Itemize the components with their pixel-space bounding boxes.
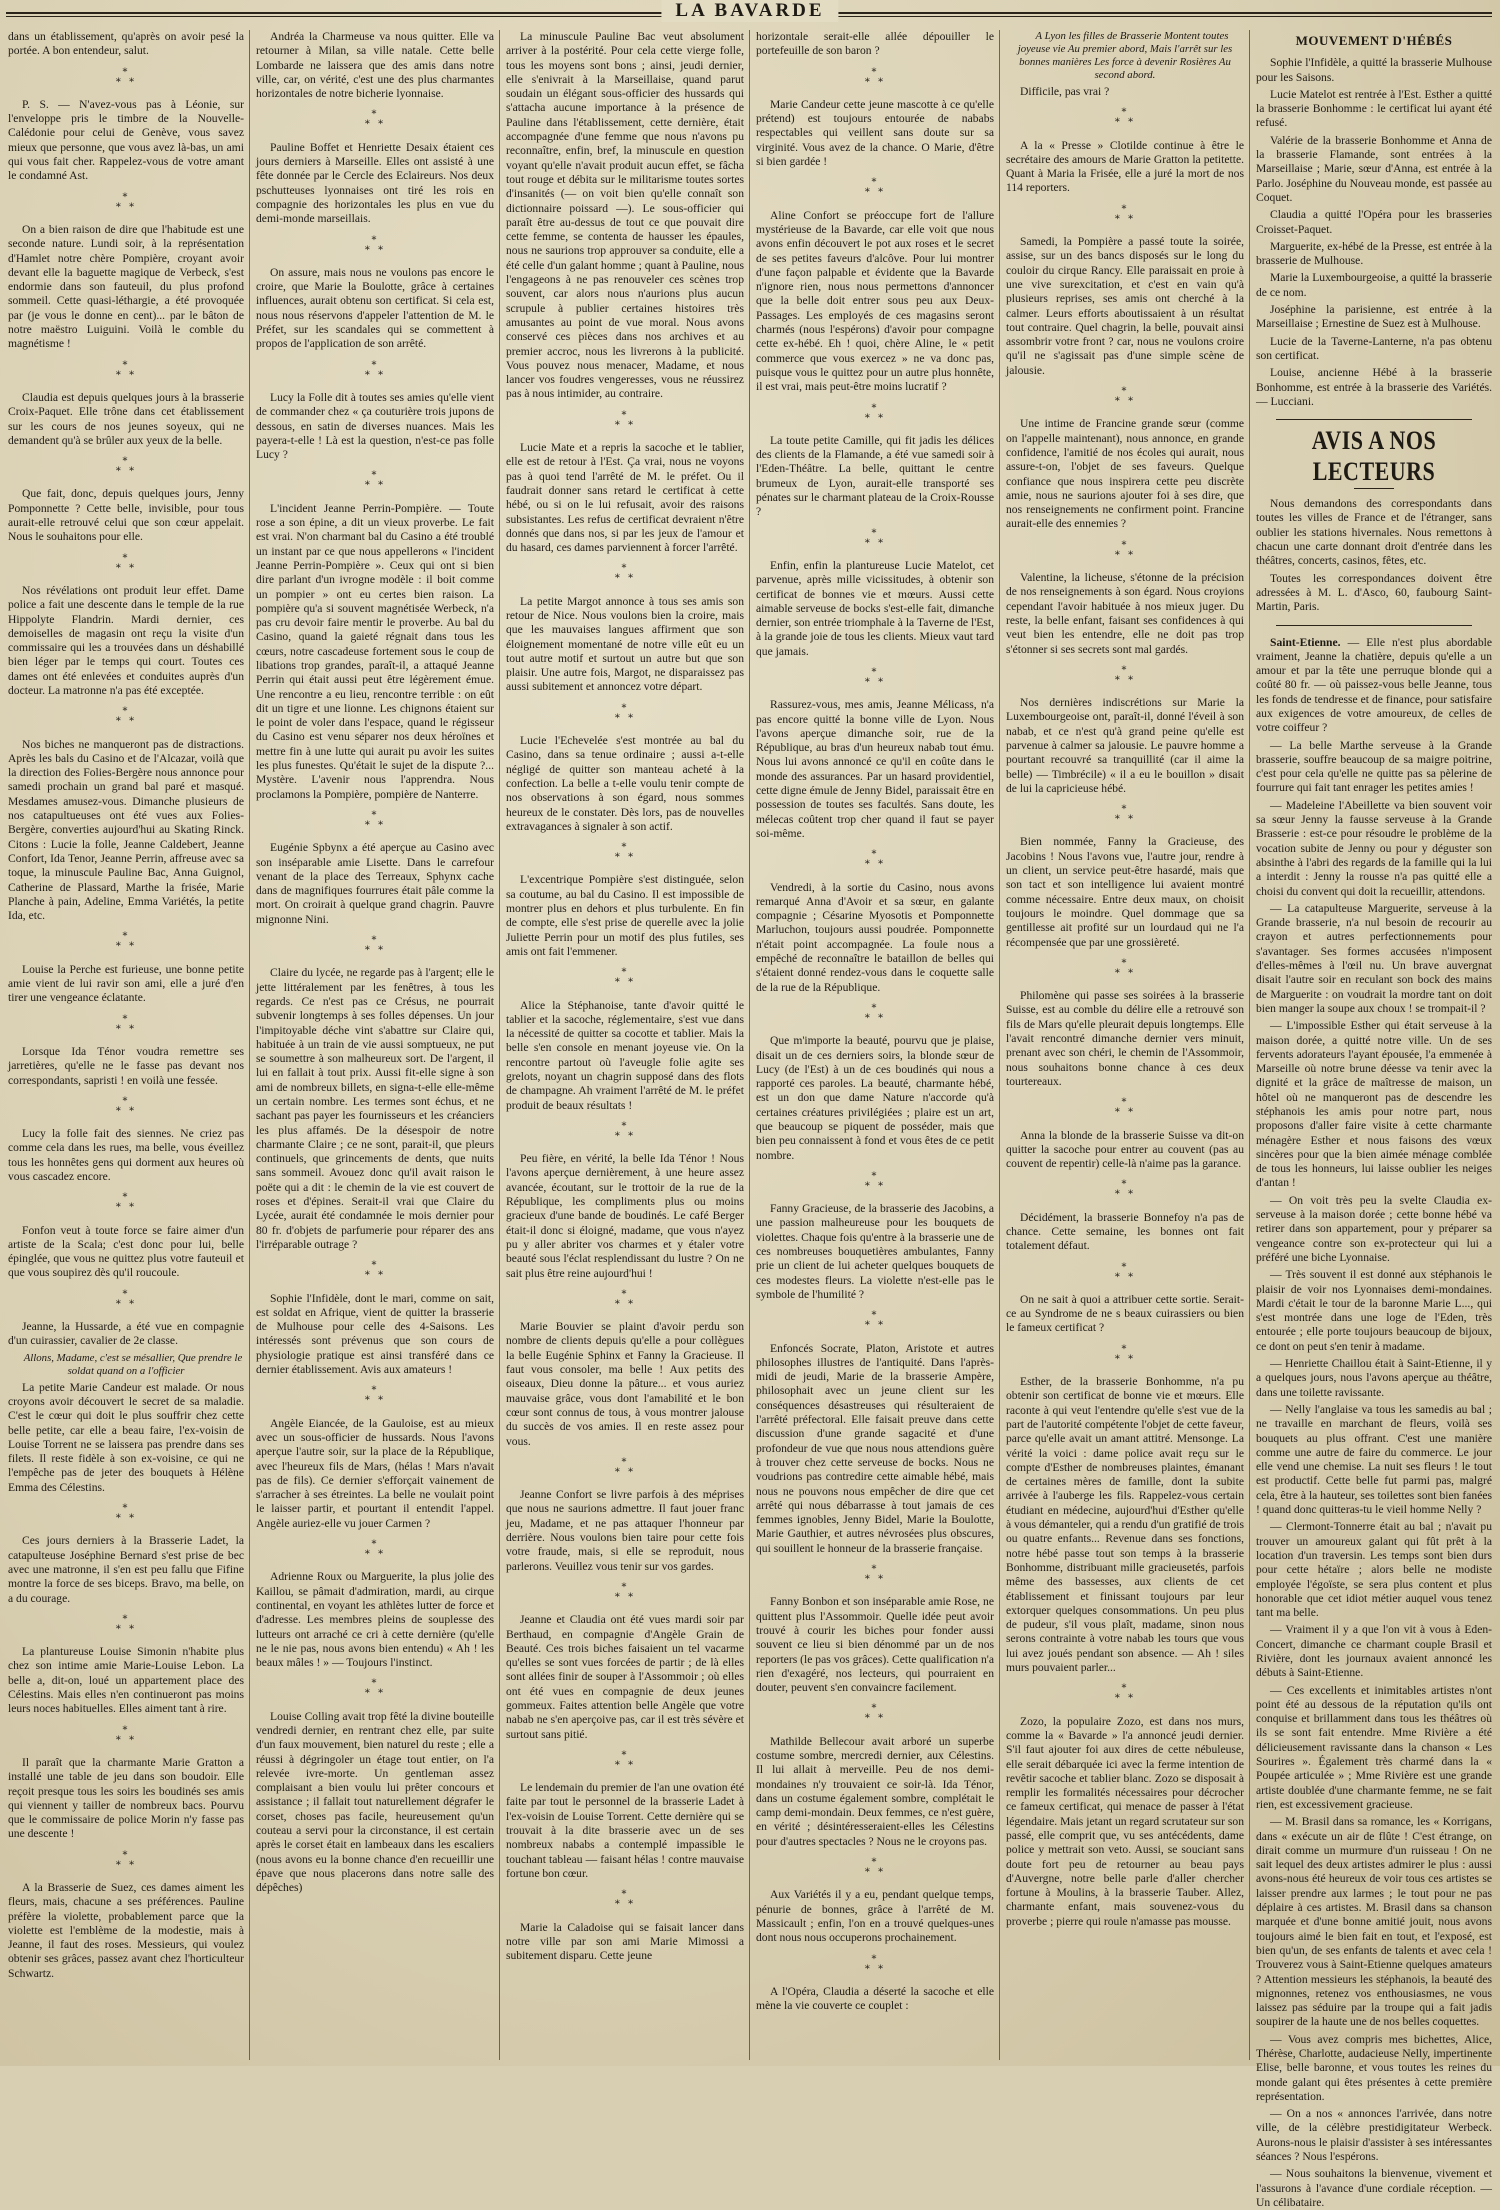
article-text: — Madeleine l'Abeillette va bien souvent voir sa sœur Jenny la fausse serveuse à la Grande Brasserie : est-ce pour résoudre le problème de la vocation subite de Jenny ou pour y déguster son absinthe à l'abri des regards de la famille qui la lui a interdit : Jenny la rousse n'a pas quitté elle a choisi du convent qui doit la recueillir, attendons. — [1256, 798, 1492, 898]
separator-asterisks: ∗ ∗ ∗ — [863, 400, 887, 422]
article-text: Lucie Matelot est rentrée à l'Est. Esther a quitté la brasserie Bonhomme : le certificat lui ayant été refusé. — [1256, 87, 1492, 130]
separator-asterisks: ∗ ∗ ∗ — [1113, 955, 1137, 977]
article-text: — Vraiment il y a que l'on vit à vous à Eden-Concert, dimanche ce charmant couple Brasil et Rivière, dont les journaux avaient annoncé les débuts à Saint-Etienne. — [1256, 1623, 1492, 1680]
article-text: Esther, de la brasserie Bonhomme, n'a pu obtenir son certificat de bonne vie et mœurs. Elle raconte à qui veut l'entendre qu'elle s'est vue de la part de l'autorité compétente l'objet de cette faveur, parce qu'elle avait un amant attitré. Mensonge. La vérité la voici : dame police avait reçu sur le compte d'Esther de nombreuses plaintes, émanant de certaines mères de famille, dont la subite arrivée à l'auberge les fils. Rappelez-vous certain étudiant en médecine, aujourd'hui d'Esther qu'elle à vous démanteler, qui a rendu d'un gratifié de trois ou quatre enfants... Revenue dans ses fonctions, notre hébé passe tout son temps à la brasserie Bonhomme, distribuant mille gracieusetés, parfois même des bassesses, aux clients de cet établissement et finissant toujours par leur extorquer quelques consommations. Un peu plus de pudeur, s'il vous plaît, madame, sinon nous serons contrainte à votre nabab les tours que vous lui avez joués pendant son absence. — Ah ! siles murs pouvaient parler... — [1006, 1375, 1244, 1675]
separator-asterisks: ∗ ∗ ∗ — [114, 1190, 138, 1212]
separator-asterisks: ∗ ∗ ∗ — [613, 965, 637, 987]
column-divider — [499, 30, 500, 2060]
article-text: Lucie de la Taverne-Lanterne, n'a pas obtenu son certificat. — [1256, 334, 1492, 362]
separator-asterisks: ∗ ∗ ∗ — [613, 1747, 637, 1769]
article-text: Jeanne et Claudia ont été vues mardi soir par Berthaud, en compagnie d'Angèle Grain de Beauté. Ces trois biches faisaient un tel vacarme qu'elles se sont vues forcées de partir ; de là elles sont allées finir de souper à l'Assommoir ; où elles ont été vues en compagnie de deux jeunes gommeux. Faites attention belle Angèle que votre nabab ne s'en aperçoive pas, car il est très sévère et surtout sans pitié. — [506, 1613, 744, 1741]
article-text: Le lendemain du premier de l'an une ovation été faite par tout le personnel de la brasserie Ladet à l'ex-voisin de Louise Torrent. Cette dernière qui se trouvait à la dite brasserie avec un de ses nombreux nababs a contemplé impassible le touchant tableau — faisant hélas ! contre mauvaise fortune bon cœur. — [506, 1781, 744, 1880]
column-6 — [1256, 30, 1492, 2209]
separator-asterisks: ∗ ∗ ∗ — [1113, 537, 1137, 559]
article-text: Louise la Perche est furieuse, une bonne petite amie vient de lui ravir son ami, elle a juré d'en tirer une vengeance éclatante. — [8, 962, 244, 1005]
separator-asterisks: ∗ ∗ ∗ — [114, 1286, 138, 1308]
separator-asterisks: ∗ ∗ ∗ — [1113, 662, 1137, 684]
column-divider — [999, 30, 1000, 2060]
separator-asterisks: ∗ ∗ ∗ — [863, 64, 887, 86]
article-text: Lucy la folle fait des siennes. Ne criez pas comme cela dans les rues, ma belle, vous éveillez tous les honnêtes gens qui dorment aux heures où vous cascadez encore. — [8, 1127, 244, 1183]
separator-asterisks: ∗ ∗ ∗ — [1113, 105, 1137, 127]
article-text: La toute petite Camille, qui fit jadis les délices des clients de la Flamande, a été vue samedi soir à l'Eden-Théâtre. La belle, quittant le centre brumeux de Lyon, aurait-elle transporté ses pénates sur le charmant plateau de la Croix-Rousse ? — [756, 433, 994, 519]
article-text: Nos dernières indiscrétions sur Marie la Luxembourgeoise ont, paraît-il, donné l'éveil à son nabab, et ce n'est qu'à grand peine qu'elle est parvenue à calmer sa jalousie. Le pauvre homme a pourtant recouvré sa tranquillité (car il aime la belle) — Timbrécile) « il a eu le bouillon » disait de lui la capricieuse hébé. — [1006, 696, 1244, 795]
section-rule — [1276, 419, 1472, 420]
article-text: La plantureuse Louise Simonin n'habite plus chez son intime amie Marie-Louise Lebon. La belle a, dit-on, loué un appartement place des Célestins. Mais elles n'en continueront pas moins leurs noces habituelles. Elles aiment tant à rire. — [8, 1645, 244, 1716]
separator-asterisks: ∗ ∗ ∗ — [1113, 384, 1137, 406]
separator-asterisks: ∗ ∗ ∗ — [114, 1501, 138, 1523]
separator-asterisks: ∗ ∗ ∗ — [863, 175, 887, 197]
column-divider — [249, 30, 250, 2060]
article-text: — Henriette Chaillou était à Saint-Etienne, il y a quelques jours, nous l'avons aperçue au théâtre, dans une toilette ravissante. — [1256, 1357, 1492, 1399]
separator-asterisks: ∗ ∗ ∗ — [114, 454, 138, 476]
article-text: Valentine, la licheuse, s'étonne de la précision de nos renseignements à son égard. Nous croyions cependant l'avoir habituée à nos mieux juger. Du reste, la belle enfant, faisant ses confidences à qui veut bien les entendre, elle ne doit pas trop s'étonner si ses secrets sont mal gardés. — [1006, 571, 1244, 656]
article-text: — M. Brasil dans sa romance, les « Korrigans, dans « exécute un air de flûte ! C'est étrange, on dirait comme un murmure d'un ruisseau ! On ne sait lequel des deux artistes admirer le plus : aussi avons-nous été heureux de voir tous ces artistes se laisser prendre aux larmes ; le tout pour ne pas déplaire à ces artistes. M. Brasil dans sa chanson marquée et d'une bonne amitié jouit, nous avons toujours aimé le bien fait en tout, et l'exposé, est bien qu'un, de ses enfants de talents et avec cela ! Trouverez vous à Saint-Etienne quelques amateurs ? Attention messieurs les stéphanois, la beauté des mignonnes, retenez vos enthousiasmes, ne vous laissez pas séduire par la troupe qui a fait jadis soupirer de la haute une de nos belles coquettes. — [1256, 1815, 1492, 2029]
article-text: Louise Colling avait trop fêté la divine bouteille vendredi dernier, en rentrant chez elle, par suite d'un faux mouvement, bien naturel du reste ; elle a réussi à dégringoler un étage tout entier, on l'a relevée ivre-morte. Un gentleman assez complaisant a bien voulu lui prêter concours et assistance ; il fallait tout naturellement dégrafer le corset, choses pas facile, heureusement qu'un couteau a servi pour la circonstance, il est certain après le corset était en lambeaux dans les escaliers (nous avons eu la bonne chance d'en recueillir une épave que nous placerons dans notre salle des dépêches) — [256, 1709, 494, 1895]
article-text: — Ces excellents et inimitables artistes n'ont point été au dessous de la réputation qu'ils ont conquise et brillamment dans tous les théâtres où ils se sont fait entendre. Mme Rivière a été délicieusement ravissante dans la chanson « Les Sourires ». Également très charmé dans la « Poupée articulée » ; Mme Rivière est une grande artiste doublée d'une charmante femme, ne se fait rien, est excessivement gracieuse. — [1256, 1683, 1492, 1811]
article-text: A la Brasserie de Suez, ces dames aiment les fleurs, mais, chacune a ses préférences. Pauline préfère la violette, probablement parce que la violette est l'emblème de la modestie, mais à Jeanne, il faut des roses. Messieurs, qui voulez obtenir ses grâces, passez avant chez l'horticulteur Schwartz. — [8, 1880, 244, 1980]
article-text: Marie Candeur cette jeune mascotte à ce qu'elle prétend) est toujours entourée de nababs respectables qui veillent sans doute sur sa virginité. Vous avez de la chance. O Marie, d'être si bien gardée ! — [756, 97, 994, 169]
article-text: Jeanne Confort se livre parfois à des méprises que nous ne saurions admettre. Il faut jouer franc jeu, Madame, et ne pas attaquer l'honneur par derrière. Nous voulons bien taire pour cette fois votre fraude, mais, si elle se reproduit, nous parlerons. Veuillez vous tenir sur vos gardes. — [506, 1488, 744, 1573]
article-text: Difficile, pas vrai ? — [1020, 85, 1110, 98]
article-text: Que m'importe la beauté, pourvu que je plaise, disait un de ces derniers soirs, la blonde sœur de Lucy (de l'Est) à un de ces boudinés qui nous a rapporté ces paroles. La beauté, charmante hébé, est un don que dame Nature n'accorde qu'à certaines créatures privilégiées ; plaire est un art, que beaucoup se piquent de posséder, mais que bien peu connaissent à fond et vous êtes de ce petit nombre. — [756, 1034, 994, 1162]
article-text: L'incident Jeanne Perrin-Pompière. — Toute rose a son épine, a dit un vieux proverbe. Le fait est vrai. N'on charmant bal du Casino a été troublé un instant par ce que nous appellerons « l'incident Jeanne Perrin-Pompière ». Ceux qui ont si bien dire parlant d'un ivrogne modèle : il boit comme un pompier » ont eu certes bien raison. La pompière qu'a si souvent magnétisée Werbeck, n'a pas cru devoir faire mentir le proverbe. Au bal du Casino, quand la gaieté régnait dans tous les cœurs, notre cascadeuse fortement sous le coup de libations trop grandes, paraît-il, a attaqué Jeanne Perrin qui était aussi peut être légèrement émue. Une rencontre a eu lieu, rencontre terrible : on eût dit un tigre et une lionne. Les chignons étaient sur le point de voler dans l'espace, quand le régisseur du Casino est venu séparer nos deux héroïnes et mettre fin à une lutte qui aurait pu avoir les suites les plus funestes. Qu'était le sujet de la dispute ?... Mystère. L'avenir nous l'apprendra. Nous proclamons la Pompière, pompière de Nanterre. — [256, 501, 494, 801]
separator-asterisks: ∗ ∗ ∗ — [363, 807, 387, 829]
article-text: Enfin, enfin la plantureuse Lucie Matelot, cet parvenue, après mille vicissitudes, à obtenir son certificat de bonnes vie et mœurs. Aussi cette aimable serveuse de bocks s'est-elle fait, dimanche dernier, son entrée triomphale à la Taverne de l'Est, à la grande joie de tous les clients. Mieux vaut tard que jamais. — [756, 558, 994, 658]
article-text: Nos biches ne manqueront pas de distractions. Après les bals du Casino et de l'Alcazar, voilà que la direction des Folies-Bergère nous annonce pour samedi prochain un grand bal paré et masqué. Mesdames amusez-vous. Dimanche plusieurs de nos catapultueuses ont été vues aux Folies-Bergère, converties aujourd'hui au Skating Rinck. Citons : Lucie la folle, Jeanne Caldebert, Jeanne Confort, Ida Tenor, Jeanne Perrin, affreuse avec sa toque, la minuscule Pauline Bac, Anna Guignol, Catherine de Plassard, Marthe la frisée, Marie Planche à pain, Adeline, Emma Variétés, la petite Ida, etc. — [8, 737, 244, 923]
separator-asterisks: ∗ ∗ ∗ — [863, 847, 887, 869]
separator-asterisks: ∗ ∗ ∗ — [613, 407, 637, 429]
article-text: Nous demandons des correspondants dans toutes les villes de France et de l'étranger, sans oublier les stations hivernales. Nous remettons à chacun une carte donnant droit d'entrée dans les théâtres, concerts, casinos, fêtes, etc. — [1256, 497, 1492, 568]
article-text: Lucie l'Echevelée s'est montrée au bal du Casino, dans sa tenue ordinaire ; aussi a-t-elle négligé de quitter son manteau acheté à la confection. La belle a t-elle voulu tenir compte de nos observations à son égard, nous sommes heureux de le constater. Dès lors, pas de nouvelles extravagances à signaler à son actif. — [506, 734, 744, 833]
article-text: Alice la Stéphanoise, tante d'avoir quitté le tablier et la sacoche, réglementaire, s'est vue dans la nécessité de quitter sa cocotte et tablier. Mais la belle s'en console en menant joyeuse vie. On la rencontre partout où l'aveugle folie agite ses grelots, noyant un chagrin supposé dans des flots de champagne. Ah vraiment l'arrêté de M. le préfet produit de beaux résultats ! — [506, 998, 744, 1112]
newspaper-title: LA BAVARDE — [661, 0, 838, 22]
separator-asterisks: ∗ ∗ ∗ — [1113, 1259, 1137, 1281]
separator-asterisks: ∗ ∗ ∗ — [863, 1855, 887, 1877]
article-text: Rassurez-vous, mes amis, Jeanne Mélicass, n'a pas encore quitté la bonne ville de Lyon. Nous l'avons aperçue dimanche soir, rue de la République, au bras d'un heureux nabab tout ému. Nous lui avons annoncé ce qu'il en coûte dans le monde des assurances. Par un hasard providentiel, cette digne émule de Jenny Bidel, paraissait être en possession de toutes ses facultés. Sans doute, les mélecas coûtent trop cher quand il faut se payer soi-même. — [756, 698, 994, 840]
article-text: A la « Presse » Clotilde continue à être le secrétaire des amours de Marie Gratton la petitette. Quant à Maria la Frisée, elle a juré la mort de nos 114 reporters. — [1006, 138, 1244, 195]
article-text: Fanny Bonbon et son inséparable amie Rose, ne quittent plus l'Assommoir. Quelle idée peut avoir trouvé à courir les biches pour fonder aussi souvent ce lieu si bien dénommé par un de nos reporters (le pas vos grâces). Cette qualification n'a rien d'exagéré, nos lecteurs, qui pourraient en douter, peuvent s'en convaincre facilement. — [756, 1595, 994, 1695]
article-text: Aline Confort se préoccupe fort de l'allure mystérieuse de la Bavarde, car elle voit que nous avons enfin découvert le pot aux roses et le secret de ses petites faveurs d'alcôve. Pour lui montrer d'une façon palpable et évidente que la Bavarde n'ignore rien, nous nous permettons d'annoncer que la belle doit entrer sous peu aux Deux-Passages. Les employés de ces magasins seront charmés (nous l'espérons) d'avoir pour compagne cette ex-hébé. Eh ! quoi, chère Aline, le « petit commerce que vous exercez » ne va donc pas, puisque vous le quittez pour un autre plus honnête, il est vrai, mais peut-être moins lucratif ? — [756, 208, 994, 394]
article-text: Sophie l'Infidèle, a quitté la brasserie Mulhouse pour les Saisons. — [1256, 56, 1492, 84]
article-text: Marie la Luxembourgeoise, a quitté la brasserie de ce nom. — [1256, 271, 1492, 299]
article-text: Marie Bouvier se plaint d'avoir perdu son nombre de clients depuis qu'elle a pour collègues la belle Eugénie Sphinx et Fanny la Gracieuse. Il faut vous consoler, ma belle ! Aux petits des oiseaux, Dieu donne la pâture... et vous auriez mauvaise grâce, vous dont l'amabilité et le bon cœur sont connus de tous, à vous montrer jalouse du succès de vos amies. Il en reste assez pour vous. — [506, 1320, 744, 1448]
article-text: On a bien raison de dire que l'habitude est une seconde nature. Lundi soir, à la représentation d'Hamlet notre chère Pompière, croyant avoir devant elle la baguette magique de Verbeck, s'est endormie dans son fauteuil, du plus profond sommeil. Cette quasi-léthargie, a été provoquée par (je vous le donne en cent)... par le bâton de notre maëstro Luiguini. Voilà le comble du magnétisme ! — [8, 222, 244, 351]
article-text: On assure, mais nous ne voulons pas encore le croire, que Marie la Boulotte, grâce à certaines influences, aurait obtenu son certificat. Si cela est, nous nous réservons d'appeler l'attention de M. le Préfet, sur les scandales qui se commettent à propos de l'application de son arrêté. — [256, 265, 494, 351]
separator-asterisks: ∗ ∗ ∗ — [613, 1286, 637, 1308]
separator-asterisks: ∗ ∗ ∗ — [114, 704, 138, 726]
separator-asterisks: ∗ ∗ ∗ — [363, 933, 387, 955]
section-rule — [1276, 625, 1472, 626]
article-text: horizontale serait-elle allée dépouiller le portefeuille de son baron ? — [756, 30, 994, 58]
article-text: La petite Marie Candeur est malade. Or nous croyons avoir découvert le secret de sa maladie. C'est le cœur qui doit le plus souffrir chez cette belle petite, car elle a beau faire, l'ex-voisin de Louise Torrent ne se laissera pas prendre dans ses filets. Il reste fidèle à son ex-voisine, ce qui ne l'empêche pas de jeter des bouquets à Hélène Emma des Célestins. — [8, 1380, 244, 1494]
article-text: La minuscule Pauline Bac veut absolument arriver à la postérité. Pour cela cette vierge folle, tous les moyens sont bons ; ainsi, jeudi dernier, elle s'enivrait à la Marseillaise, quand parut soudain un élégant sous-officier des hussards qui s'attacha aucune importance à la présence de Pauline dans l'établissement, cette dernière, était accompagnée d'une femme que nous n'avons pu reconnaître, enfin, bref, la minuscule en question voyant qu'elle n'avait produit aucun effet, se fâcha tout rouge et débita sur le militarisme toutes sortes d'insanités (— on voit bien qu'elle connaît son dictionnaire poissard —). Le sous-officier qui paraît être au-dessus de tout ce que pouvait dire cette femme, se contenta de hausser les épaules, nous ne saurions trop approuver sa conduite, elle a été celle d'un galant homme ; quant à Pauline, nous l'engageons à ne pas renouveler ces scènes trop souvent, car alors nous n'aurions plus aucun scrupule à publier certaines histoires très amusantes au point de vue moral. Nous avons conservé ces pièces dans nos archives et au premier accroc, nous les livrerons à la publicité. Vous pouvez nous menacer, Madame, et nous lancer vos foudres vengeresses, vous ne réussirez pas à nous intimider, au contraire. — [506, 30, 744, 401]
column-1 — [8, 30, 244, 2060]
article-text: Marguerite, ex-hébé de la Presse, est entrée à la brasserie de Mulhouse. — [1256, 239, 1492, 268]
masthead — [0, 0, 1500, 26]
separator-asterisks: ∗ ∗ ∗ — [114, 64, 138, 86]
avis-heading: AVIS A NOS LECTEURS — [1311, 424, 1437, 487]
article-text: Peu fière, en vérité, la belle Ida Ténor ! Nous l'avons aperçue dernièrement, à une heure assez avancée, écoutant, sur le trottoir de la rue de la République, les compliments plus ou moins gracieux d'une bande de boudinés. Le café Berger était-il donc si éloigné, madame, que vous n'ayez pu y aller abriter vos charmes et y étaler votre beauté sous l'éclat resplendissant du lustre ? On ne sait plus être reine aujourd'hui ! — [506, 1152, 744, 1280]
article-text: Claudia est depuis quelques jours à la brasserie Croix-Paquet. Elle trône dans cet établissement sur les cours de nos jeunes soyeux, qui ne demandent qu'à se brûler aux yeux de la belle. — [8, 390, 244, 447]
article-text: Ces jours derniers à la Brasserie Ladet, la catapulteuse Joséphine Bernard s'est prise de bec avec une matronne, il s'en est peu fallu que Fifine montre la force de ses biceps. Bravo, ma belle, on a du courage. — [8, 1534, 244, 1605]
article-text: P. S. — N'avez-vous pas à Léonie, sur l'enveloppe pris le timbre de la Nouvelle-Calédonie pour celui de Genève, vous savez mieux que personne, que vous avez là-bas, un ami qui vous fait cher. Rappelez-vous de votre amant le condamné Ast. — [8, 97, 244, 183]
article-text: — Très souvent il est donné aux stéphanois le plaisir de voir nos Lyonnaises demi-mondaines. Mardi c'était le tour de la baronne Marie L..., qui s'est montrée dans une loge de l'Eden, très entourée ; elle porte toujours beaucoup de bijoux, ce dont on peut s'en tenir à madame. — [1256, 1268, 1492, 1353]
article-text: Philomène qui passe ses soirées à la brasserie Suisse, est au comble du délire elle a retrouvé son fils de Mars qu'elle pleurait depuis longtemps. Elle l'avait rencontré dimanche dernier vers minuit, prenant avec son chéri, le chemin de l'Assommoir, nous souhaitons bonne chance à ces deux tourtereaux. — [1006, 989, 1244, 1088]
article-text: Que fait, donc, depuis quelques jours, Jenny Pomponnette ? Cette belle, invisible, pour tous aurait-elle retrouvé celui que son cœur appelait. Nous le souhaitons pour elle. — [8, 487, 244, 544]
article-text: Anna la blonde de la brasserie Suisse va dit-on quitter la sacoche pour entrer au couvent (pas au couvent de repentir) celle-là n'aime pas la garance. — [1006, 1128, 1244, 1171]
separator-asterisks: ∗ ∗ ∗ — [363, 1537, 387, 1559]
separator-asterisks: ∗ ∗ ∗ — [613, 700, 637, 722]
avis-text — [1256, 497, 1492, 614]
separator-asterisks: ∗ ∗ ∗ — [114, 550, 138, 572]
city-name: Saint-Etienne. — [1270, 635, 1341, 649]
article-text: Aux Variétés il y a eu, pendant quelque temps, pénurie de bonnes, grâce à l'arrêté de M. Massicault ; enfin, l'on en a trouvé quelques-unes dont nous nous occuperons prochainement. — [756, 1888, 994, 1945]
separator-asterisks: ∗ ∗ ∗ — [363, 1383, 387, 1405]
saint-etienne-list — [1256, 739, 1492, 2210]
article-text: Angèle Eiancée, de la Gauloise, est au mieux avec un sous-officier de hussards. Nous l'avons aperçue l'autre soir, sur la place de la République, avec l'heureux fils de Mars, (hélas ! Mars n'avait pas de fils). Ce dernier s'efforçait vainement de s'arracher à ses étreintes. La belle ne voulait point le laisser partir, et pourtant il entendit l'appel. Angèle auriez-elle vu jouer Carmen ? — [256, 1416, 494, 1530]
article-text: Adrienne Roux ou Marguerite, la plus jolie des Kaillou, se pâmait d'admiration, mardi, au cirque continental, en voyant les athlètes lutter de force et d'adresse. Les membres pleins de souplesse des lutteurs ont arraché ce cri à cette dernière (qu'elle ne le nie pas, nous avons bien entendu) « Ah ! les beaux mâles ! » — Toujours l'instinct. — [256, 1570, 494, 1670]
separator-asterisks: ∗ ∗ ∗ — [1113, 1341, 1137, 1363]
avis-rule — [1354, 488, 1394, 489]
article-text: Fonfon veut à toute force se faire aimer d'un artiste de la Scala; c'est donc pour lui, belle épinglée, que vous ne quittez plus votre fauteuil et que vous soupirez dès qu'il roucoule. — [8, 1223, 244, 1280]
separator-asterisks: ∗ ∗ ∗ — [1113, 1177, 1137, 1199]
separator-asterisks: ∗ ∗ ∗ — [1113, 1681, 1137, 1703]
separator-asterisks: ∗ ∗ ∗ — [363, 1258, 387, 1280]
article-text: — Nous souhaitons la bienvenue, vivement et l'assurons à l'avance d'une cordiale réception. — Un célibataire. — [1256, 2167, 1492, 2209]
article-text: Eugénie Spbynx a été aperçue au Casino avec son inséparable amie Lisette. Dans le carrefour venant de la place des Terreaux, Sphynx cache dans de magnifiques fourrures était pâle comme la mort. On croirait à quelque grand chagrin. Pauvre mignonne Nini. — [256, 841, 494, 926]
article-text: Valérie de la brasserie Bonhomme et Anna de la brasserie Flamande, sont entrées à la Marseillaise ; Marie, sœur d'Anna, est entrée à la Parlo. Joséphine du Nouveau monde, est passée au Coquet. — [1256, 133, 1492, 204]
separator-asterisks: ∗ ∗ ∗ — [114, 1611, 138, 1633]
article-text: — Elle n'est plus abordable vraiment, Jeanne la chatière, depuis qu'elle a un amour et par la tête une perruque blonde qui a coûté 80 fr. — où paissez-vous belle Jeanne, tous les fonds de tendresse et de finance, pour satisfaire aux exigences de votre amoureux, de celles de votre coiffeur ? — [1256, 635, 1492, 735]
article-text: L'excentrique Pompière s'est distinguée, selon sa coutume, au bal du Casino. Il est impossible de montrer plus en dehors et plus turbulente. En fin de compte, elle s'est prise de querelle avec la jolie Juliette Perrin pour un motif des plus futiles, ses amis ont fait l'emmener. — [506, 873, 744, 958]
article-text: Andréa la Charmeuse va nous quitter. Elle va retourner à Milan, sa ville natale. Cette belle Lombarde ne laissera que des amis dans notre ville, car, on vérité, c'est une des plus charmantes horizontales de notre bicherie lyonnaise. — [256, 30, 494, 101]
article-text: Lucy la Folle dit à toutes ses amies qu'elle vient de commander chez « ça couturière trois jupons de dessous, en satin de diverses nuances. Mais les payera-t-elle ! Là est la question, n'est-ce pas folle Lucy ? — [256, 390, 494, 462]
separator-asterisks: ∗ ∗ ∗ — [863, 1951, 887, 1973]
separator-asterisks: ∗ ∗ ∗ — [863, 1168, 887, 1190]
article-text: Samedi, la Pompière a passé toute la soirée, assise, sur un des bancs disposés sur le long du couloir du cirque Rancy. Elle paraissait en proie à une vive surexcitation, et c'est en vain qu'à plusieurs reprises, ses amis ont cherché à la calmer. Leurs efforts aboutissaient à un résultat tout contraire. Quel chagrin, la belle, pouvait ainsi assombrir votre front ? car, nous ne voulons croire qu'il ne s'agissait pas d'une simple scène de jalousie. — [1006, 235, 1244, 377]
separator-asterisks: ∗ ∗ ∗ — [114, 1847, 138, 1869]
separator-asterisks: ∗ ∗ ∗ — [114, 1722, 138, 1744]
separator-asterisks: ∗ ∗ ∗ — [613, 1118, 637, 1140]
column-4 — [756, 30, 994, 2060]
separator-asterisks: ∗ ∗ ∗ — [114, 189, 138, 211]
separator-asterisks: ∗ ∗ ∗ — [863, 1000, 887, 1022]
article-text: Enfoncés Socrate, Platon, Aristote et autres philosophes illustres de l'antiquité. Dans l'après-midi de jeudi, Marie de la brasserie Ampère, philosophait avec un jeune client sur les conséquences désastreuses qui résulteraient de l'arrêté préfectoral. Elle faisait preuve dans cette discussion d'une grande sagacité et d'une profondeur de vue que nous nous attendions guère à trouver chez cette serveuse de bocks. Nous ne voudrions pas contredire cette aimable hébé, mais nous ne pouvons nous empêcher de dire que cet arrêté qui nous débarrasse à tout jamais de ces femmes ignobles, Jenny Bidel, Marie la Boulotte, Marie Gauthier, et autres névrosées plus obscures, qui souillent le honneur de la brasserie française. — [756, 1341, 994, 1555]
verse-text: Allons, Madame, c'est se mésallier, Que prendre le soldat quand on a l'officier — [23, 1351, 243, 1377]
separator-asterisks: ∗ ∗ ∗ — [613, 1887, 637, 1909]
separator-asterisks: ∗ ∗ ∗ — [863, 664, 887, 686]
article-text: Sophie l'Infidèle, dont le mari, comme on sait, est soldat en Afrique, vient de quitter la brasserie de Mulhouse pour celle des 4-Saisons. Les intéressés sont prévenus que son cours de physiologie pratique est ainsi transféré dans ce dernier établissement. Avis aux amateurs ! — [256, 1291, 494, 1377]
separator-asterisks: ∗ ∗ ∗ — [114, 1011, 138, 1033]
article-text: — Clermont-Tonnerre était au bal ; n'avait pu trouver un amoureux galant qui fût prêt à la location d'un traversin. Les temps sont bien durs pour cette hétaïre ; alors belle ne modiste employée l'égoïste, se sera plus content et plus honorable que cet idiot métier auquel vous tenez tant ma belle. — [1256, 1520, 1492, 1620]
article-text: Mathilde Bellecour avait arboré un superbe costume sombre, mercredi dernier, aux Célestins. Il lui allait à merveille. Peu de nos demi-mondaines n'y trouvaient ce soir-là. Ida Ténor, dans un costume également sombre, complétait le camp demi-mondain. Deux femmes, ce n'est guère, en vérité ; désintéresseraient-elles les Célestins pour d'autres spectacles ? Nous ne le croyons pas. — [756, 1734, 994, 1848]
column-3 — [506, 30, 744, 2060]
separator-asterisks: ∗ ∗ ∗ — [613, 1579, 637, 1601]
article-text: Nos révélations ont produit leur effet. Dame police a fait une descente dans le temple de la rue Hippolyte Flandrin. Mardi dernier, ces demoiselles de magasin ont reçu la visite d'un commissaire qui les a trouvées dans un déshabillé bien léger par le temps qui court. Toutes ces dames ont été enlevées et conduites auprès d'un docteur. La matronne n'a pas été exceptée. — [8, 583, 244, 697]
article-text: Jeanne, la Hussarde, a été vue en compagnie d'un cuirassier, cavalier de 2e classe. — [8, 1320, 244, 1348]
article-text: La petite Margot annonce à tous ses amis son retour de Nice. Nous voulons bien la croire, mais que les mauvaises langues affirment que son éloignement momentané de notre ville eût eu un tout autre motif et surtout un autre but que son plaisir. Une autre fois, Margot, ne disparaissez pas aussi subitement et annoncez votre départ. — [506, 594, 744, 694]
article-text: — L'impossible Esther qui était serveuse à la maison dorée, a quitté notre ville. Un de ses fervents adorateurs l'ayant épousée, l'a emmenée à Marseille où notre brune déesse va tenir avec la dignité et la grâce de maîtresse de maison, un hôtel où ne manqueront pas de descendre les stéphanois les amis pour notre part, nous proposons d'aller faire visite à cette charmante ménagère Esther et nous faisons des vœux sincères pour que la bien aimée ménage comblée de tous les honneurs, lui laisse oublier les neiges d'antan ! — [1256, 1019, 1492, 1190]
article-text: Toutes les correspondances doivent être adressées à M. L. d'Asco, 60, faubourg Saint-Martin, Paris. — [1256, 571, 1492, 614]
article-text: Joséphine la parisienne, est entrée à la Marseillaise ; Ernestine de Suez est à Mulhouse. — [1256, 303, 1492, 331]
article-text: Lorsque Ida Ténor voudra remettre ses jarretières, qu'elle ne le fasse pas devant nos correspondants, sapristi ! en voilà une fessée. — [8, 1044, 244, 1087]
article-text: Marie la Caladoise qui se faisait lancer dans notre ville par son ami Marie Mimossi a subitement disparu. Cette jeune — [506, 1920, 744, 1963]
separator-asterisks: ∗ ∗ ∗ — [1113, 201, 1137, 223]
article-text: Pauline Boffet et Henriette Desaix étaient ces jours derniers à Marseille. Elles ont assisté à une fête donnée par le Cercle des Eclaireurs. Nos deux pschutteuses lyonnaises ont tiré les rois en compagnie des horizontales les plus en vue du demi-monde marseillais. — [256, 140, 494, 226]
article-text: Zozo, la populaire Zozo, est dans nos murs, comme la « Bavarde » l'a annoncé jeudi dernier. S'il faut ajouter foi aux dires de cette nébuleuse, elle serait débarquée ici avec la ferme intention de revêtir sacoche et tablier blanc. Zozo se disposait à remplir les formalités nécessaires pour décrocher ce fameux certificat, qui menace de passer à l'état légendaire. Mais jetant un regard scrutateur sur son passé, elle comprit que, vu ses antécédents, dame police y mettrait son veto. Aussi, se souciant sans doute fort peu de retourner au beau pays d'Auvergne, notre belle parle d'aller chercher fortune à Moulins, à la brasserie Tauber. Allez, charmante enfant, mais souvenez-vous du proverbe ; pierre qui roule n'amasse pas mousse. — [1006, 1714, 1244, 1928]
separator-asterisks: ∗ ∗ ∗ — [114, 1093, 138, 1115]
article-text: — On voit très peu la svelte Claudia ex-serveuse à la maison dorée ; cette bonne hébé va retirer dans son appartement, pour y préparer sa vengeance contre son ex-protecteur qui lui a préféré une biche Lyonnaise. — [1256, 1193, 1492, 1264]
separator-asterisks: ∗ ∗ ∗ — [863, 1701, 887, 1723]
article-text: Une intime de Francine grande sœur (comme on l'appelle maintenant), nous annonce, en grande confidence, l'amitié de nos écoles qui aurait, nous assure-t-on, l'objet de ses faveurs. Quelque confiance que nous inspirera cette peu discrète amie, nous ne saurions ajouter foi à ses dire, que nos renseignements ne confirment point. Francine aurait-elle des ennemies ? — [1006, 417, 1244, 531]
separator-asterisks: ∗ ∗ ∗ — [1113, 802, 1137, 824]
article-text: — La catapulteuse Marguerite, serveuse à la Grande brasserie, n'a nul besoin de recourir au crayon et autres perfectionnements pour s'avantager. Ses formes accusées n'imposent d'elles-mêmes à l'œil nu. Un brave auvergnat disait l'autre soir en reculant son bock des mains de Marguerite : on voudrait la mordre tant on doit bien manger la soupe aux choux ! se trompait-il ? — [1256, 901, 1492, 1015]
separator-asterisks: ∗ ∗ ∗ — [363, 468, 387, 490]
column-divider — [749, 30, 750, 2060]
separator-asterisks: ∗ ∗ ∗ — [863, 525, 887, 547]
article-text: Bien nommée, Fanny la Gracieuse, des Jacobins ! Nous l'avons vue, l'autre jour, rendre à un client, un service peut-être hasardé, mais que son tact et son intelligence lui avaient montré comme nécessaire. Entre deux maux, on choisit toujours le moindre. Quel dommage que sa gentillesse ait profité sur un lourdaud qui ne l'a récompensée que par une grossièreté. — [1006, 835, 1244, 949]
separator-asterisks: ∗ ∗ ∗ — [363, 232, 387, 254]
column-5 — [1006, 30, 1244, 2060]
separator-asterisks: ∗ ∗ ∗ — [863, 1308, 887, 1330]
article-text: Vendredi, à la sortie du Casino, nous avons remarqué Anna d'Avoir et sa sœur, en galante compagnie ; Césarine Myosotis et Pomponnette Marluchon, toujours aussi poudrée. Pomponnette n'était point accompagnée. La foule nous a empêché de reconnaître le bataillon de belles qui s'étaient donné rendez-vous dans le coquette salle de la rue de la République. — [756, 880, 994, 994]
separator-asterisks: ∗ ∗ ∗ — [1113, 1095, 1137, 1117]
separator-asterisks: ∗ ∗ ∗ — [363, 1676, 387, 1698]
separator-asterisks: ∗ ∗ ∗ — [114, 357, 138, 379]
column-2 — [256, 30, 494, 2060]
article-text: — Vous avez compris mes bichettes, Alice, Thérèse, Charlotte, audacieuse Nelly, impertinente Elise, belle baronne, et vous toutes les reines du monde galant qui êtes présentes à cette première représentation. — [1256, 2032, 1492, 2103]
separator-asterisks: ∗ ∗ ∗ — [613, 561, 637, 583]
article-text: Louise, ancienne Hébé à la brasserie Bonhomme, est entrée à la brasserie des Variétés. — Lucciani. — [1256, 366, 1492, 408]
article-text: Claudia a quitté l'Opéra pour les brasseries Croisset-Paquet. — [1256, 208, 1492, 236]
article-text: On ne sait à quoi a attribuer cette sortie. Serait-ce au Syndrome de ne s beaux cuirassiers ou bien le fameux certificat ? — [1006, 1292, 1244, 1335]
separator-asterisks: ∗ ∗ ∗ — [363, 357, 387, 379]
article-text: Lucie Mate et a repris la sacoche et le tablier, elle est de retour à l'Est. Ça vrai, nous ne voyons pas à quoi tend l'arrêté de M. le préfet. Ou il faudrait donner sans retard le certificat à cette hébé, ou si on le lui refusait, avoir des raisons subsistantes. Les refus de certificat devraient n'être donnés que dans nos, si par les jeux de l'amour et du hasard, ces dames parviennent à forcer l'arrêté. — [506, 441, 744, 555]
article-text: — On a nos « annonces l'arrivée, dans notre ville, de la célèbre prestidigitateur Werbeck. Aurons-nous le plaisir d'assister à ses intéressantes séances ? Nous l'espérons. — [1256, 2107, 1492, 2164]
article-text: — Nelly l'anglaise va tous les samedis au bal ; ne travaille en marchant de fleurs, voilà ses bouquets au plus offrant. C'est une manière comme une autre de faire du commerce. Le jour elle vend une chemise. La nuit ses fleurs ! le tout est productif. Cette belle fut parmi pas, malgré cela, être à la hauteur, ses toilettes sont bien fanées ! quand donc quitteras-tu le vieil homme Nelly ? — [1256, 1402, 1492, 1517]
column-divider — [1249, 30, 1250, 2060]
article-text: — La belle Marthe serveuse à la Grande brasserie, souffre beaucoup de sa maigre poitrine, c'est pour cela qu'elle ne quitte pas sa pèlerine de fourrure qui fait tant enrager les petites amies ! — [1256, 738, 1492, 795]
verse-text: A Lyon les filles de Brasserie Montent toutes joyeuse vie Au premier abord, Mais l'arrêt sur les bonnes manières Les force à devenir Rosières Au second abord. — [1017, 30, 1233, 81]
saint-etienne-lead — [1256, 636, 1492, 736]
mouvement-list — [1256, 56, 1492, 409]
article-text: A l'Opéra, Claudia a déserté la sacoche et elle mène la vie couverte ce couplet : — [756, 1984, 994, 2013]
separator-asterisks: ∗ ∗ ∗ — [863, 1562, 887, 1584]
article-text: Fanny Gracieuse, de la brasserie des Jacobins, a une passion malheureuse pour les bouquets de violettes. Chaque fois qu'entre à la brasserie une de ces nombreuses bouquetières ambulantes, Fanny prie un client de lui acheter quelques bouquets de ces modestes fleurs. La violette n'est-elle pas le symbole de l'humilité ? — [756, 1202, 994, 1301]
article-text: Il paraît que la charmante Marie Gratton a installé une table de jeu dans son boudoir. Elle reçoit presque tous les soirs les boudinés ses amis qui viennent y tailler de nombreux bacs. Pourvu que le commissaire de police Morin n'y fasse pas une descente ! — [8, 1755, 244, 1841]
separator-asterisks: ∗ ∗ ∗ — [613, 840, 637, 862]
separator-asterisks: ∗ ∗ ∗ — [363, 107, 387, 129]
article-text: Décidément, la brasserie Bonnefoy n'a pas de chance. Cette semaine, les bonnes ont fait totalement défaut. — [1006, 1210, 1244, 1253]
article-text: dans un établissement, qu'après on avoir pesé la portée. A bon entendeur, salut. — [8, 30, 244, 58]
mouvement-heading: MOUVEMENT D'HÉBÉS — [1295, 33, 1453, 48]
separator-asterisks: ∗ ∗ ∗ — [114, 929, 138, 951]
article-text: Claire du lycée, ne regarde pas à l'argent; elle le jette littéralement par les fenêtres, à tous les regards. Ce n'est pas ce Crésus, ne pourrait subvenir longtemps à ses folles dépenses. Un jour l'impitoyable déche vint s'abattre sur Claire qui, habituée à un train de vie aussi somptueux, ne put se soumettre à son malheureux sort. De l'argent, il lui en fallait à tout prix. Aussi fit-elle signe à son ami de nombreux billets, en signa-t-elle elle-même un certain nombre. Les termes sont échus, et ne sachant pas payer les fournisseurs et les créanciers les plus affamés. De la désespoir de notre charmante Claire ; ce ne sont, parait-il, que pleurs continuels, que grincements de dents, que nuits sans sommeil. Avouez donc qu'il avait raison le poëte qui a dit : le chemin de la vie est couvert de roses et d'épines. Serait-il vrai que Claire du Lycée, aurait été condamnée le mois dernier pour 80 fr. d'objets de parfumerie pour réparer des ans l'irréparable outrage ? — [256, 966, 494, 1251]
separator-asterisks: ∗ ∗ ∗ — [613, 1454, 637, 1476]
